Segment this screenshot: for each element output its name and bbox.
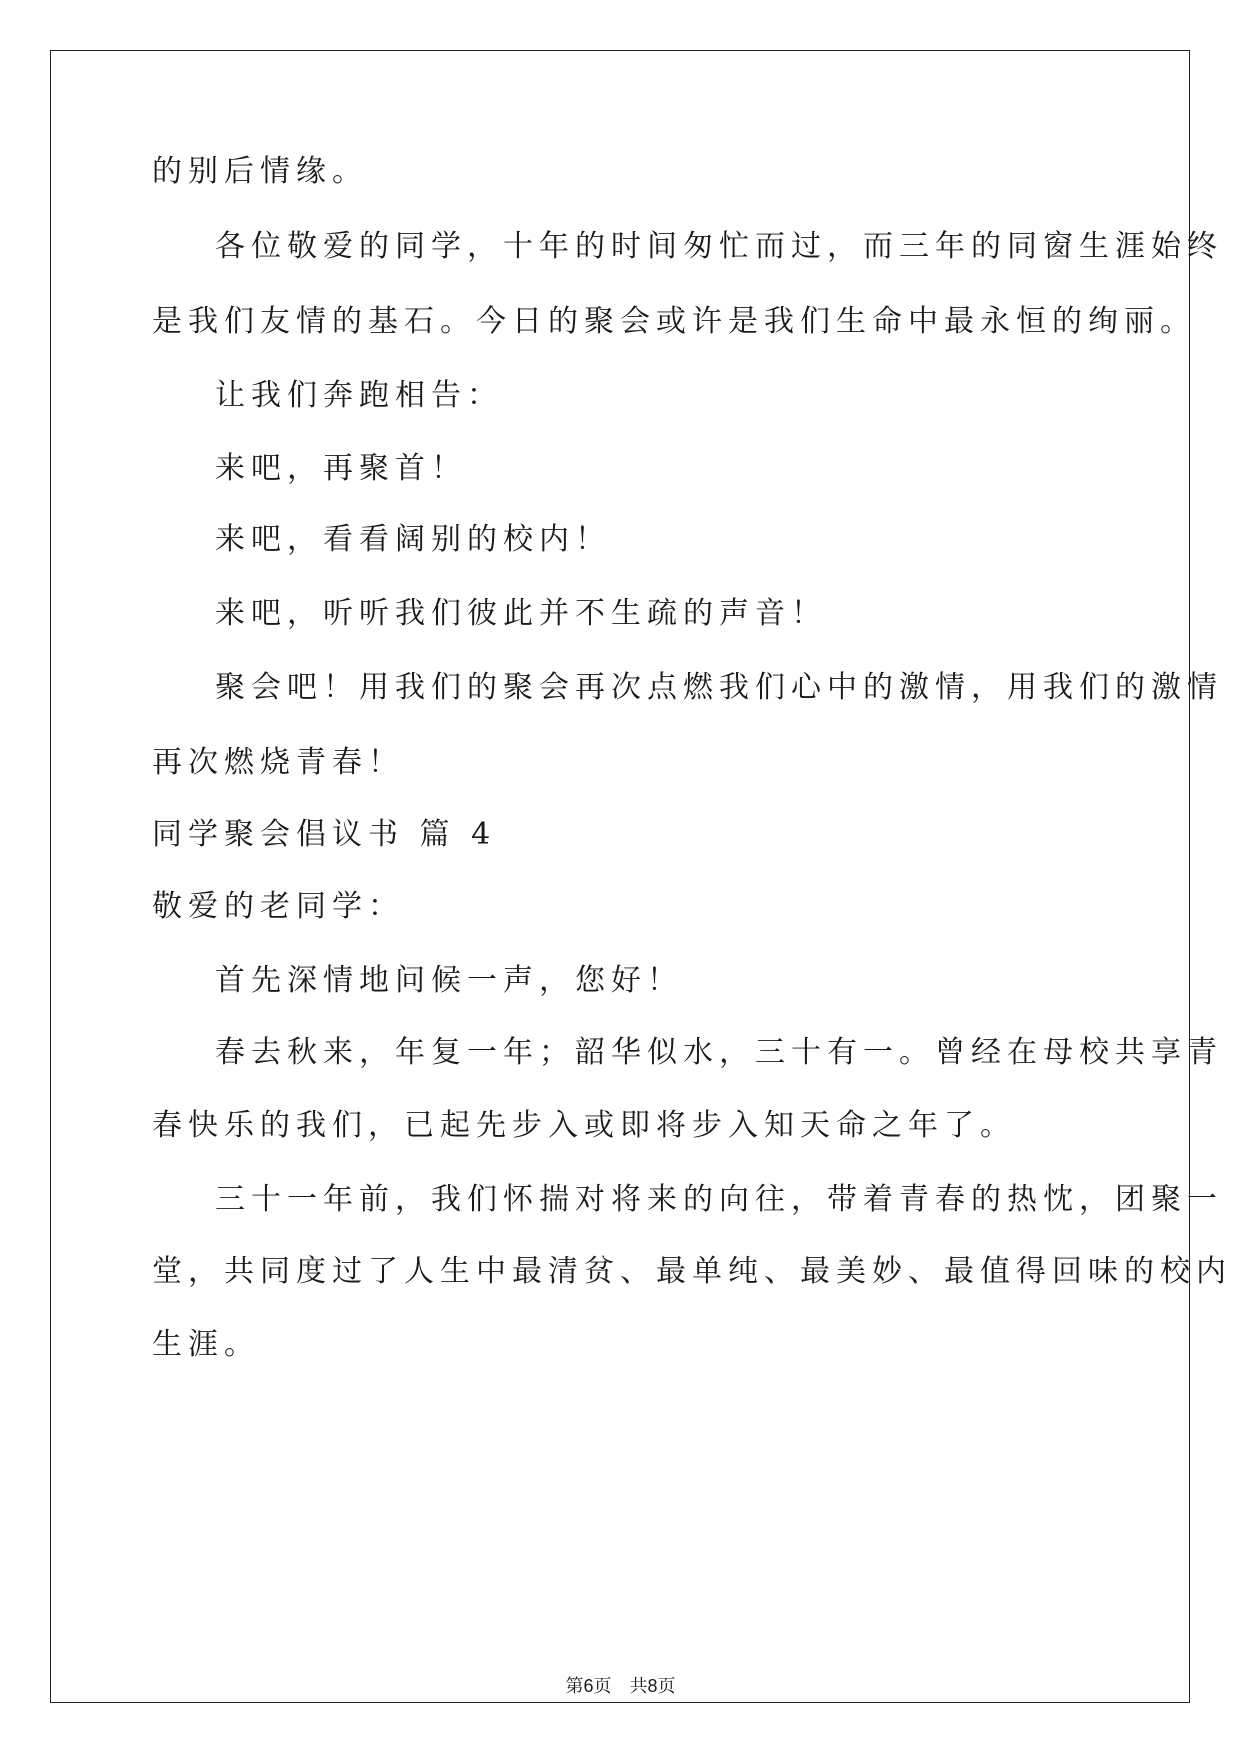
paragraph-line: 来吧，听听我们彼此并不生疏的声音！ bbox=[215, 596, 827, 631]
paragraph-line: 聚会吧！用我们的聚会再次点燃我们心中的激情，用我们的激情 bbox=[215, 670, 1223, 705]
page-prefix: 第 bbox=[565, 1676, 584, 1697]
paragraph-line: 让我们奔跑相告： bbox=[215, 378, 503, 413]
paragraph-line: 堂，共同度过了人生中最清贫、最单纯、最美妙、最值得回味的校内 bbox=[152, 1254, 1232, 1289]
salutation: 敬爱的老同学： bbox=[152, 889, 404, 924]
paragraph-line: 各位敬爱的同学，十年的时间匆忙而过，而三年的同窗生涯始终 bbox=[215, 229, 1223, 264]
total-suffix: 页 bbox=[657, 1676, 676, 1697]
paragraph-line: 是我们友情的基石。今日的聚会或许是我们生命中最永恒的绚丽。 bbox=[152, 304, 1196, 339]
paragraph-line: 再次燃烧青春！ bbox=[152, 745, 404, 780]
paragraph-line: 三十一年前，我们怀揣对将来的向往，带着青春的热忱，团聚一 bbox=[215, 1182, 1223, 1217]
section-heading: 同学聚会倡议书 篇 4 bbox=[152, 817, 497, 852]
page-suffix: 页 bbox=[593, 1676, 612, 1697]
paragraph-line: 来吧，再聚首！ bbox=[215, 451, 467, 486]
total-prefix: 共 bbox=[629, 1676, 648, 1697]
total-pages-number: 8 bbox=[647, 1676, 658, 1696]
current-page-number: 6 bbox=[583, 1676, 594, 1696]
paragraph-line: 的别后情缘。 bbox=[152, 154, 368, 189]
paragraph-line: 首先深情地问候一声，您好！ bbox=[215, 963, 683, 998]
paragraph-line: 春快乐的我们，已起先步入或即将步入知天命之年了。 bbox=[152, 1108, 1016, 1143]
paragraph-line: 来吧，看看阔别的校内！ bbox=[215, 522, 611, 557]
paragraph-line: 春去秋来，年复一年；韶华似水，三十有一。曾经在母校共享青 bbox=[215, 1035, 1223, 1070]
paragraph-line: 生涯。 bbox=[152, 1327, 260, 1362]
page-footer bbox=[0, 1674, 1241, 1699]
page-border bbox=[50, 50, 1190, 1703]
